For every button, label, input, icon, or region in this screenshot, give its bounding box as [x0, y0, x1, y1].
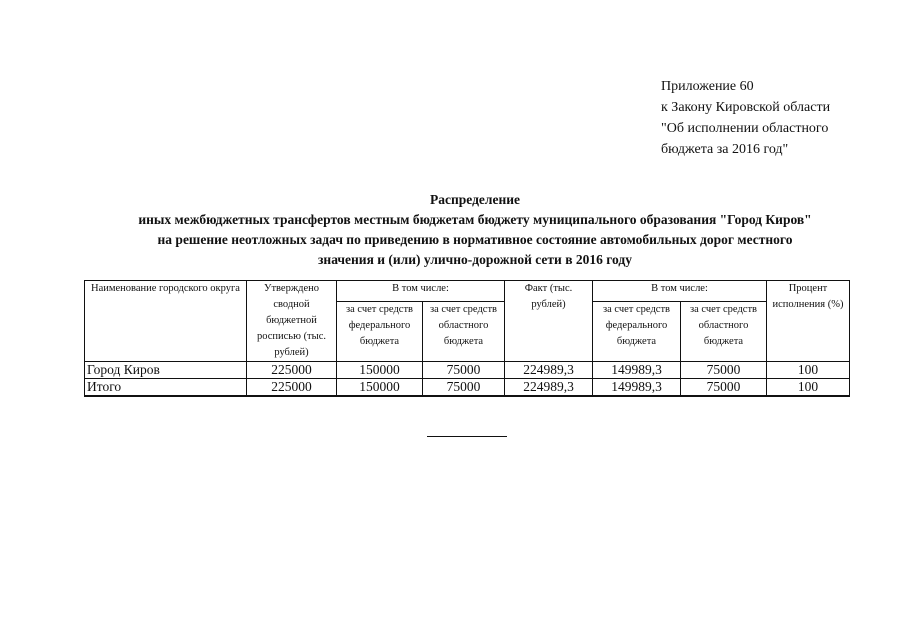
- appendix-line-3: "Об исполнении областного: [661, 121, 829, 136]
- appendix-line-4: бюджета за 2016 год": [661, 142, 789, 157]
- appendix-line-2: к Закону Кировской области: [661, 100, 831, 115]
- cell-regional-1: 75000: [423, 379, 505, 397]
- appendix-line-1: Приложение 60: [661, 79, 754, 94]
- header-name: Наименование городского округа: [85, 281, 247, 362]
- cell-percent: 100: [767, 362, 850, 379]
- cell-federal-1: 150000: [337, 379, 423, 397]
- heading-line-1: иных межбюджетных трансфертов местным бюджетам бюджету муниципального образования "Город Киров": [138, 212, 812, 227]
- appendix-note: [661, 76, 891, 160]
- cell-approved: 225000: [247, 379, 337, 397]
- heading-line-3: значения и (или) улично-дорожной сети в 2016 году: [318, 252, 632, 267]
- header-regional-1: за счет средств областного бюджета: [423, 301, 505, 361]
- end-divider: [427, 436, 507, 437]
- cell-regional-1: 75000: [423, 362, 505, 379]
- cell-fact: 224989,3: [505, 362, 593, 379]
- cell-name: Город Киров: [85, 362, 247, 379]
- header-including-1: В том числе:: [337, 281, 505, 302]
- table-header-row: [85, 281, 850, 302]
- heading-title: Распределение: [429, 192, 521, 207]
- cell-federal-1: 150000: [337, 362, 423, 379]
- header-percent: Процент исполнения (%): [767, 281, 850, 362]
- table-row-total: [85, 379, 850, 397]
- header-federal-1: за счет средств федерального бюджета: [337, 301, 423, 361]
- cell-percent: 100: [767, 379, 850, 397]
- transfers-table: [84, 280, 850, 397]
- header-regional-2: за счет средств областного бюджета: [681, 301, 767, 361]
- table-row: [85, 362, 850, 379]
- cell-fact: 224989,3: [505, 379, 593, 397]
- header-federal-2: за счет средств федерального бюджета: [593, 301, 681, 361]
- header-fact: Факт (тыс. рублей): [505, 281, 593, 362]
- cell-federal-2: 149989,3: [593, 362, 681, 379]
- header-approved: Утверждено сводной бюджетной росписью (тыс. рублей): [247, 281, 337, 362]
- header-including-2: В том числе:: [593, 281, 767, 302]
- cell-approved: 225000: [247, 362, 337, 379]
- cell-regional-2: 75000: [681, 379, 767, 397]
- cell-federal-2: 149989,3: [593, 379, 681, 397]
- heading-line-2: на решение неотложных задач по приведению в нормативное состояние автомобильных дорог местного: [157, 232, 793, 247]
- document-heading: [60, 190, 890, 270]
- cell-name: Итого: [85, 379, 247, 397]
- cell-regional-2: 75000: [681, 362, 767, 379]
